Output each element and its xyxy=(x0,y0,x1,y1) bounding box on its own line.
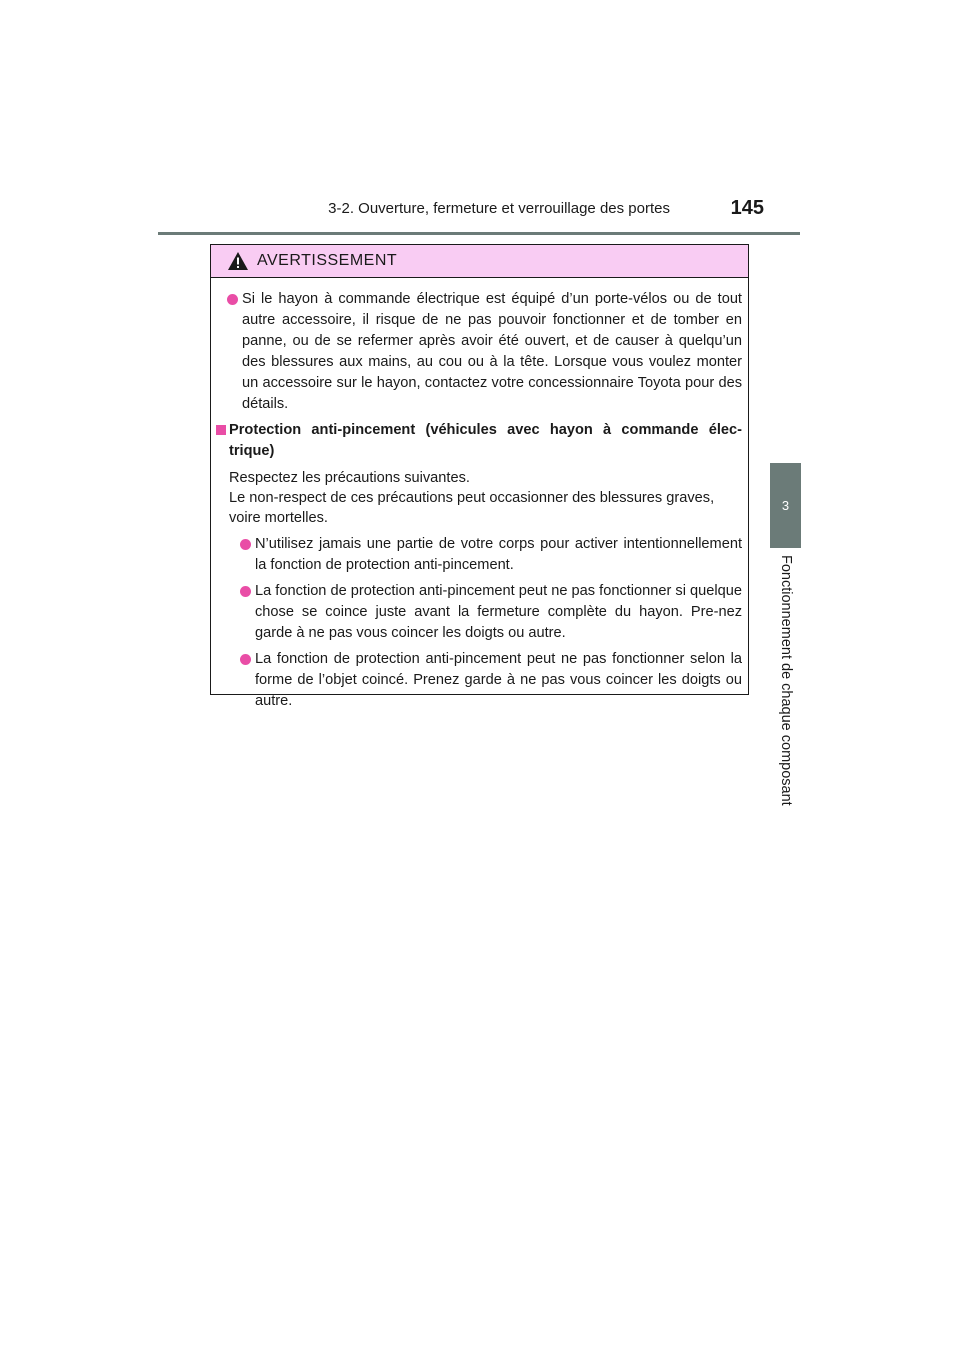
list-item xyxy=(229,534,742,576)
subsection-title: Protection anti-pincement (véhicules avec hayon à commande élec-trique) xyxy=(229,422,742,459)
subsection-list xyxy=(216,534,742,712)
list-item-text: N’utilisez jamais une partie de votre corps pour activer intentionnellement la fonction de protection anti-pincement. xyxy=(255,536,742,573)
bullet-icon xyxy=(227,294,238,305)
list-item xyxy=(229,649,742,712)
warning-triangle-icon xyxy=(227,251,249,271)
section-header: 3-2. Ouverture, fermeture et verrouillage des portes xyxy=(328,200,670,217)
chapter-number: 3 xyxy=(781,498,790,513)
list-item-text: Si le hayon à commande électrique est équipé d’un porte-vélos ou de tout autre accessoire, il risque de ne pas pouvoir fonctionner et de tomber en panne, ou de se refermer après avoir été ouvert, et de causer à quelqu’un des blessures aux mains, au cou ou à la tête. Lorsque vous voulez monter un accessoire sur le hayon, contactez votre concessionnaire Toyota pour des détails. xyxy=(242,291,742,412)
warning-body xyxy=(211,278,748,712)
warning-title: AVERTISSEMENT xyxy=(257,252,398,269)
list-item-text: La fonction de protection anti-pincement peut ne pas fonctionner selon la forme de l’objet coincé. Prenez garde à ne pas vous coincer les doigts ou autre. xyxy=(255,651,742,709)
chapter-tab xyxy=(770,463,801,548)
header-rule xyxy=(158,232,800,235)
list-item xyxy=(229,581,742,644)
chapter-title: Fonctionnement de chaque composant xyxy=(778,555,794,806)
warning-box xyxy=(210,244,749,709)
warning-header xyxy=(211,245,748,278)
bullet-icon xyxy=(240,654,251,665)
intro-line: Le non-respect de ces précautions peut occasionner des blessures graves, voire mortelles. xyxy=(229,490,715,526)
page-number: 145 xyxy=(730,197,764,219)
bullet-icon xyxy=(240,586,251,597)
intro-line: Respectez les précautions suivantes. xyxy=(229,470,470,486)
list-item-text: La fonction de protection anti-pincement peut ne pas fonctionner si quelque chose se coince juste avant la fermeture complète du hayon. Pre-nez garde à ne pas vous coincer les doigts ou autre. xyxy=(255,583,742,641)
subsection-intro xyxy=(216,468,742,528)
bullet-icon xyxy=(240,539,251,550)
subsection-heading xyxy=(216,420,742,462)
list-item xyxy=(216,289,742,415)
square-bullet-icon xyxy=(216,425,226,435)
